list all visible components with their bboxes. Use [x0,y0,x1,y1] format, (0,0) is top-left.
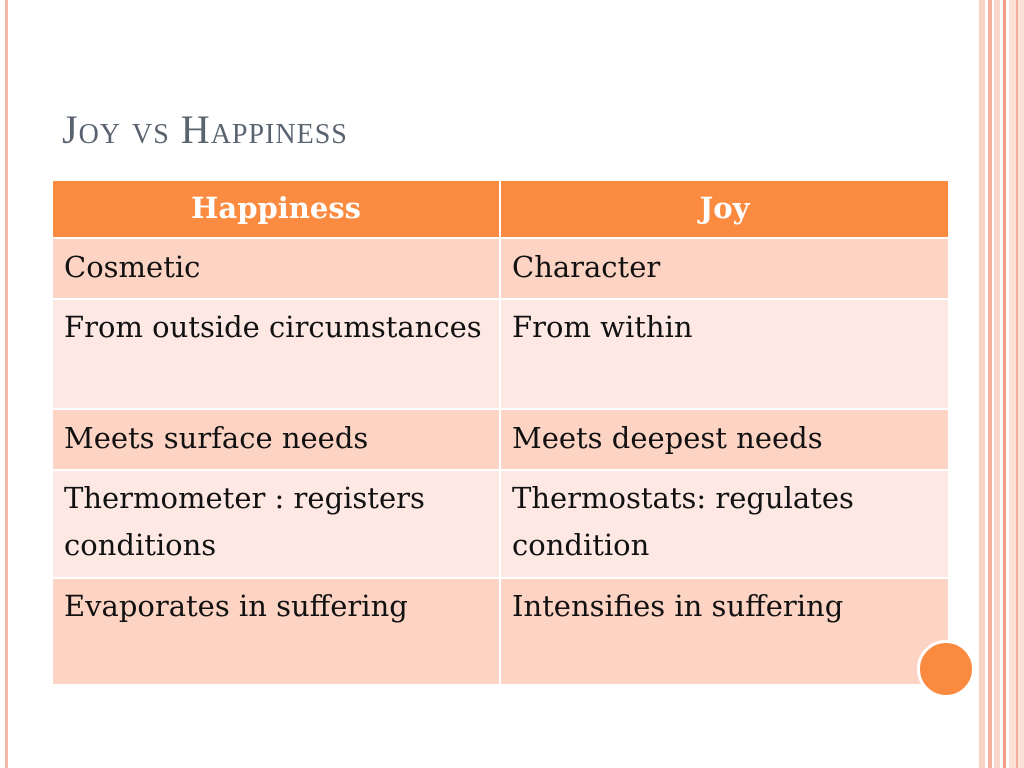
slide-title: Joy vs Happiness [62,107,348,152]
decorative-stripe [994,0,1000,768]
column-header-happiness: Happiness [52,180,500,238]
table-row [52,238,949,299]
table-cell: Evaporates in suffering [52,578,500,685]
table-row [52,409,949,470]
decorative-stripe [988,0,992,768]
table-cell: Meets surface needs [52,409,500,470]
table-cell: Character [500,238,949,299]
table-cell: Meets deepest needs [500,409,949,470]
table-cell: Intensifies in suffering [500,578,949,685]
left-border-line [5,0,8,768]
table-row [52,578,949,685]
table-cell: Thermometer : registers conditions [52,470,500,578]
decorative-circle [917,640,975,698]
table-header-row [52,180,949,238]
table-row [52,470,949,578]
table-row [52,299,949,409]
decorative-stripe [979,0,985,768]
table-cell: From outside circumstances [52,299,500,409]
table-cell: Thermostats: regulates condition [500,470,949,578]
comparison-table [51,179,950,686]
table-cell: Cosmetic [52,238,500,299]
decorative-stripe [1016,0,1018,768]
decorative-stripe [1003,0,1006,768]
column-header-joy: Joy [500,180,949,238]
table-cell: From within [500,299,949,409]
